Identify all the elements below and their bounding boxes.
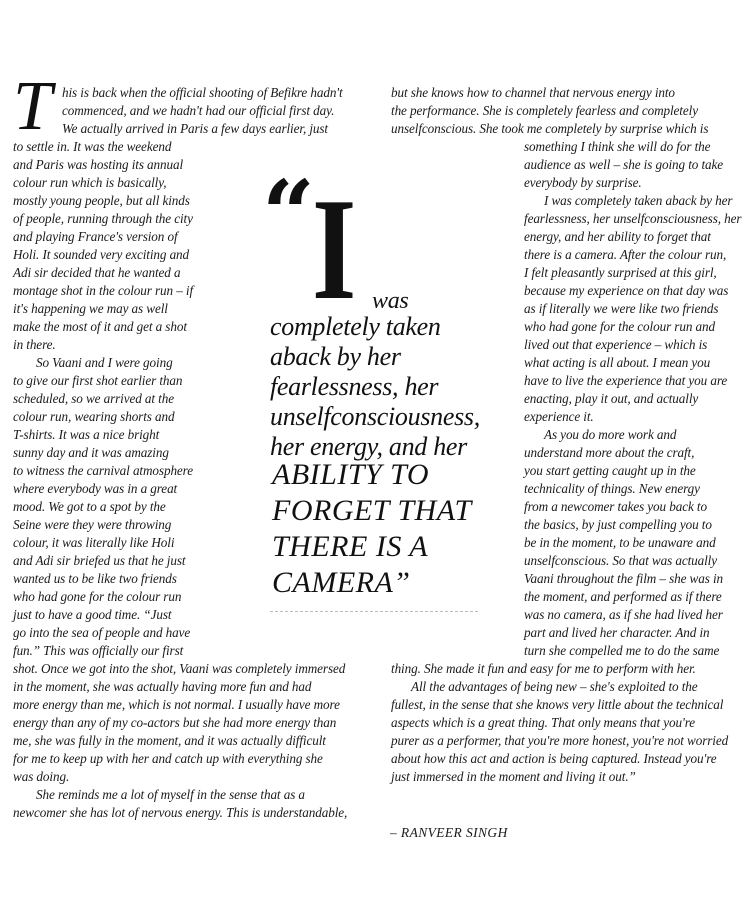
right-column-line: thing. She made it fun and easy for me to perform with her. (391, 661, 696, 676)
left-column-line: of people, running through the city (13, 211, 193, 226)
right-column-line: turn she compelled me to do the same (524, 643, 720, 658)
right-column-line: but she knows how to channel that nervous energy into (391, 85, 675, 100)
pull-quote-caps-line: THERE IS A (272, 530, 429, 563)
right-column-line: who had gone for the colour run and (524, 319, 716, 334)
left-column-line: to settle in. It was the weekend (13, 139, 172, 154)
pull-quote-line: her energy, and her (270, 432, 467, 461)
pull-quote-caps-line: FORGET THAT (272, 494, 472, 527)
right-column-line: there is a camera. After the colour run, (524, 247, 727, 262)
right-column-line: about how this act and action is being captured. Instead you're (391, 751, 717, 766)
right-column-line: part and lived her character. And in (524, 625, 710, 640)
left-column-line: sunny day and it was amazing (13, 445, 169, 460)
left-column-line: montage shot in the colour run – if (13, 283, 194, 298)
drop-cap: T (13, 68, 52, 145)
left-column-line: scheduled, so we arrived at the (13, 391, 174, 406)
right-column-line: experience it. (524, 409, 594, 424)
left-column-line: me, she was fully in the moment, and it was actually difficult (13, 733, 326, 748)
right-column-line: everybody by surprise. (524, 175, 642, 190)
right-column-line: purer as a performer, that you're more honest, you're not worried (391, 733, 729, 748)
left-column-line: newcomer she has lot of nervous energy. This is understandable, (13, 805, 348, 820)
left-column-line: We actually arrived in Paris a few days earlier, just (62, 121, 328, 136)
right-column-line: lived out that experience – which is (524, 337, 708, 352)
left-column-line: it's happening we may as well (13, 301, 168, 316)
right-column-line: fearlessness, her unselfconsciousness, her (524, 211, 742, 226)
left-column-line: make the most of it and get a shot (13, 319, 187, 334)
left-column-line: was doing. (13, 769, 70, 784)
left-column-line: for me to keep up with her and catch up with everything she (13, 751, 323, 766)
left-column-line: his is back when the official shooting of Befikre hadn't (62, 85, 343, 100)
right-column-line: understand more about the craft, (524, 445, 695, 460)
left-column-line: in the moment, she was actually having more fun and had (13, 679, 312, 694)
right-column-line: as if literally we were like two friends (524, 301, 719, 316)
right-column-line: aspects which is a great thing. That only means that you're (391, 715, 695, 730)
right-column-line: the moment, and performed as if there (524, 589, 722, 604)
left-column-line: where everybody was in a great (13, 481, 178, 496)
right-column-line: the basics, by just compelling you to (524, 517, 712, 532)
right-column-line: unselfconscious. She took me completely by surprise which is (391, 121, 709, 136)
left-column-line: mostly young people, but all kinds (13, 193, 190, 208)
left-column-line: colour, it was literally like Holi (13, 535, 175, 550)
author-signature: – RANVEER SINGH (390, 825, 508, 840)
right-column-line: enacting, play it out, and actually (524, 391, 699, 406)
right-column-line: Vaani throughout the film – she was in (524, 571, 724, 586)
left-column-line: who had gone for the colour run (13, 589, 182, 604)
right-column-line: the performance. She is completely fearless and completely (391, 103, 698, 118)
right-column-line: All the advantages of being new – she's exploited to the (411, 679, 698, 694)
right-column-line: unselfconscious. So that was actually (524, 553, 717, 568)
right-column-line: was no camera, as if she had lived her (524, 607, 723, 622)
left-column-line: to give our first shot earlier than (13, 373, 183, 388)
right-column-line: As you do more work and (544, 427, 677, 442)
right-column-line: something I think she will do for the (524, 139, 711, 154)
left-column-line: colour run, wearing shorts and (13, 409, 175, 424)
left-column-line: Seine were they were throwing (13, 517, 172, 532)
pull-quote-line: unselfconsciousness, (270, 402, 480, 431)
left-column-line: in there. (13, 337, 56, 352)
left-column-line: shot. Once we got into the shot, Vaani was completely immersed (13, 661, 346, 676)
pull-quote-caps-line: ABILITY TO (272, 458, 429, 491)
left-column-line: and playing France's version of (13, 229, 178, 244)
left-column-line: T-shirts. It was a nice bright (13, 427, 160, 442)
pull-quote-divider (270, 611, 478, 612)
pull-quote-line: was (372, 288, 409, 314)
left-column-line: go into the sea of people and have (13, 625, 191, 640)
left-column-line: and Paris was hosting its annual (13, 157, 184, 172)
pull-quote-line: aback by her (270, 342, 401, 371)
left-column-line: fun.” This was officially our first (13, 643, 184, 658)
open-quote-mark: “ (262, 160, 315, 268)
left-column-line: and Adi sir briefed us that he just (13, 553, 186, 568)
right-column-line: be in the moment, to be unaware and (524, 535, 716, 550)
right-column-line: just immersed in the moment and living it out.” (391, 769, 636, 784)
left-column-line: Adi sir decided that he wanted a (13, 265, 181, 280)
right-column-line: audience as well – she is going to take (524, 157, 724, 172)
left-column-line: more energy than me, which is not normal. I usually have more (13, 697, 340, 712)
pull-quote-line: completely taken (270, 312, 441, 341)
left-column-line: colour run which is basically, (13, 175, 167, 190)
left-column-line: to witness the carnival atmosphere (13, 463, 193, 478)
left-column-line: wanted us to be like two friends (13, 571, 177, 586)
right-column-line: you start getting caught up in the (524, 463, 696, 478)
right-column-line: from a newcomer takes you back to (524, 499, 707, 514)
left-column-line: energy than any of my co-actors but she had more energy than (13, 715, 337, 730)
right-column-line: I was completely taken aback by her (544, 193, 733, 208)
left-column-line: Holi. It sounded very exciting and (13, 247, 190, 262)
right-column-line: fullest, in the sense that she knows very little about the technical (391, 697, 724, 712)
left-column-line: mood. We got to a spot by the (13, 499, 166, 514)
left-column-line: She reminds me a lot of myself in the sense that as a (36, 787, 305, 802)
right-column-line: technicality of things. New energy (524, 481, 700, 496)
right-column-line: because my experience on that day was (524, 283, 729, 298)
left-column-line: commenced, and we hadn't had our official first day. (62, 103, 335, 118)
right-column-line: what acting is all about. I mean you (524, 355, 711, 370)
pull-quote-line: fearlessness, her (270, 372, 439, 401)
pull-quote-initial: I (312, 168, 357, 330)
left-column-line: just to have a good time. “Just (13, 607, 172, 622)
right-column-line: energy, and her ability to forget that (524, 229, 711, 244)
pull-quote-caps-line: CAMERA” (272, 566, 411, 599)
left-column-line: So Vaani and I were going (36, 355, 173, 370)
right-column-line: I felt pleasantly surprised at this girl, (524, 265, 717, 280)
right-column-line: have to live the experience that you are (524, 373, 728, 388)
